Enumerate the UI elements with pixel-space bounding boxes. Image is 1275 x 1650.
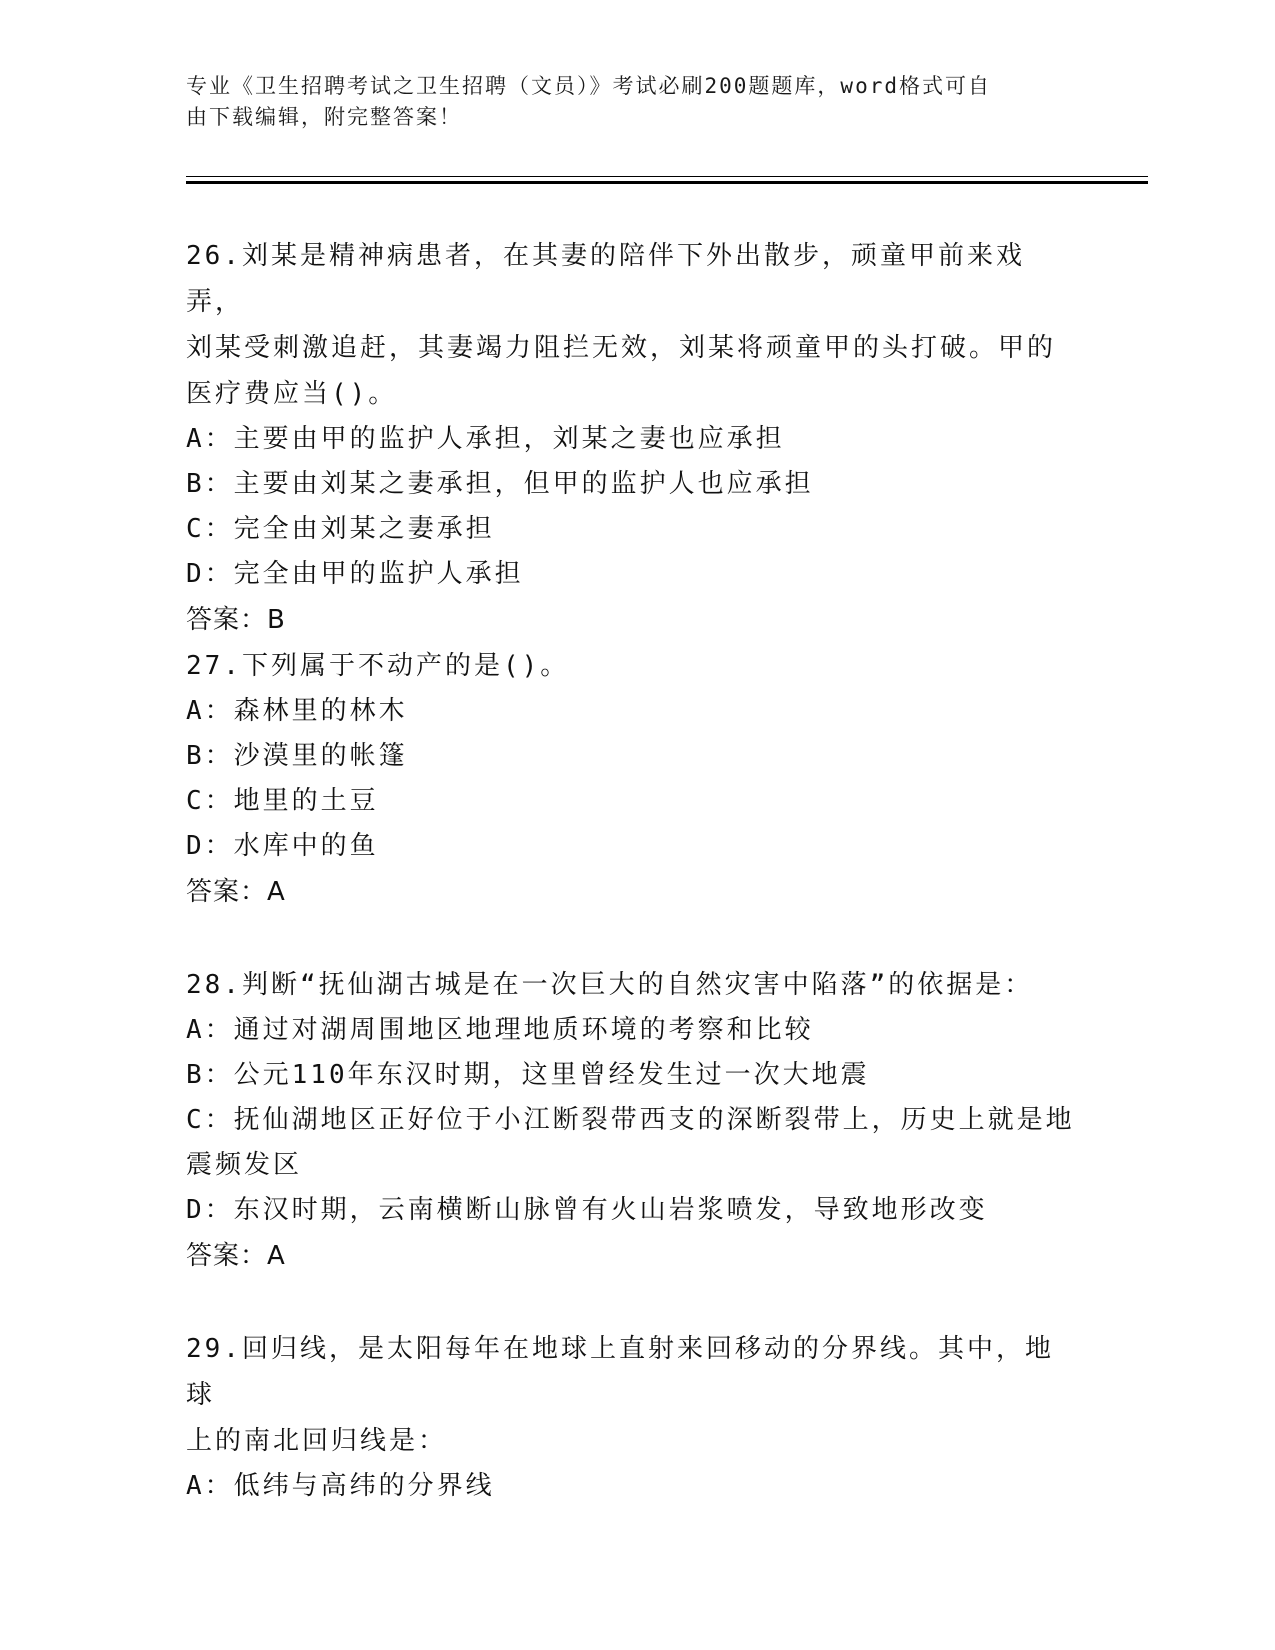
option-c: C：地里的土豆 xyxy=(186,786,379,816)
question-stem-line: 医疗费应当()。 xyxy=(186,379,398,409)
option-b: B：主要由刘某之妻承担，但甲的监护人也应承担 xyxy=(186,469,814,499)
question-stem-line: 刘某受刺激追赶，其妻竭力阻拦无效，刘某将顽童甲的头打破。甲的 xyxy=(186,333,1057,363)
option-c: C：完全由刘某之妻承担 xyxy=(186,514,495,544)
question-stem-line: 上的南北回归线是： xyxy=(186,1426,448,1456)
option-a: A：森林里的林木 xyxy=(186,696,408,726)
option-a: A：低纬与高纬的分界线 xyxy=(186,1471,495,1501)
option-c: C：抚仙湖地区正好位于小江断裂带西支的深断裂带上，历史上就是地 xyxy=(186,1105,1075,1135)
question-stem-line: 27.下列属于不动产的是()。 xyxy=(186,651,570,681)
header-line-2: 由下载编辑，附完整答案！ xyxy=(186,105,462,129)
question-26 xyxy=(186,233,1076,643)
question-28 xyxy=(186,962,1076,1279)
option-a: A：通过对湖周围地区地理地质环境的考察和比较 xyxy=(186,1015,814,1045)
header-rule-thick xyxy=(186,181,1148,184)
option-b: B：沙漠里的帐篷 xyxy=(186,741,408,771)
header-rule-thin xyxy=(186,176,1148,177)
answer-line: 答案：A xyxy=(186,877,286,907)
document-header xyxy=(186,71,1066,133)
header-line-1: 专业《卫生招聘考试之卫生招聘（文员）》考试必刷200题题库，word格式可自 xyxy=(186,74,991,98)
option-a: A：主要由甲的监护人承担，刘某之妻也应承担 xyxy=(186,424,785,454)
option-d: D：水库中的鱼 xyxy=(186,831,379,861)
question-29 xyxy=(186,1326,1076,1509)
answer-line: 答案：B xyxy=(186,605,286,635)
option-c-continued: 震频发区 xyxy=(186,1150,303,1180)
option-d: D：东汉时期，云南横断山脉曾有火山岩浆喷发，导致地形改变 xyxy=(186,1195,988,1225)
answer-line: 答案：A xyxy=(186,1241,286,1271)
question-stem-line: 26.刘某是精神病患者，在其妻的陪伴下外出散步，顽童甲前来戏弄， xyxy=(186,241,1025,317)
question-stem-line: 29.回归线，是太阳每年在地球上直射来回移动的分界线。其中，地球 xyxy=(186,1334,1054,1410)
question-stem-line: 28.判断“抚仙湖古城是在一次巨大的自然灾害中陷落”的依据是： xyxy=(186,970,1034,1000)
option-d: D：完全由甲的监护人承担 xyxy=(186,559,524,589)
option-b: B：公元110年东汉时期，这里曾经发生过一次大地震 xyxy=(186,1060,870,1090)
question-27 xyxy=(186,643,1076,915)
